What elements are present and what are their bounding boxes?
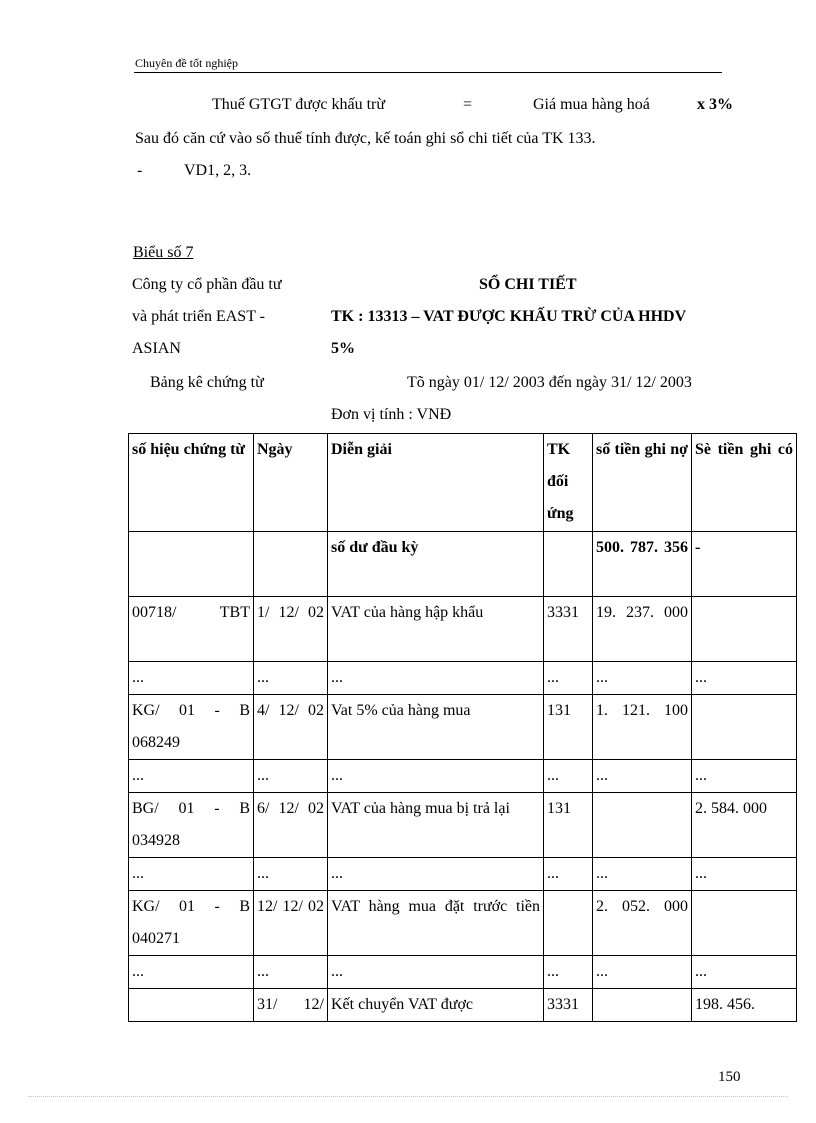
company-line-3: ASIAN xyxy=(132,340,181,357)
cell-date: 6/ 12/ 02 xyxy=(254,793,328,858)
table-row xyxy=(129,989,797,1022)
cell-date: ... xyxy=(254,760,328,793)
voucher-list-label: Bảng kê chứng từ xyxy=(150,374,264,391)
cell-date: ... xyxy=(254,956,328,989)
cell-date xyxy=(254,532,328,597)
cell-account xyxy=(544,891,593,956)
bullet-text: VD1, 2, 3. xyxy=(184,162,252,179)
cell-credit xyxy=(692,695,797,760)
cell-debit: ... xyxy=(593,956,692,989)
cell-description: ... xyxy=(328,760,544,793)
unit-label: Đơn vị tính : VNĐ xyxy=(331,406,452,423)
header-description: Diễn giải xyxy=(328,434,544,532)
cell-debit: 19. 237. 000 xyxy=(593,597,692,662)
cell-account: 131 xyxy=(544,793,593,858)
cell-credit: - xyxy=(692,532,797,597)
cell-debit xyxy=(593,989,692,1022)
cell-date: 12/ 12/ 02 xyxy=(254,891,328,956)
cell-description: VAT của hàng mua bị trả lại xyxy=(328,793,544,858)
formula-equals: = xyxy=(463,96,473,113)
cell-voucher: ... xyxy=(129,956,254,989)
cell-date: ... xyxy=(254,662,328,695)
company-line-1: Công ty cổ phần đầu tư xyxy=(132,276,282,293)
table-header-row xyxy=(129,434,797,532)
cell-debit: 1. 121. 100 xyxy=(593,695,692,760)
cell-description: ... xyxy=(328,858,544,891)
ledger-table xyxy=(128,433,797,1022)
cell-description: VAT của hàng hập khẩu xyxy=(328,597,544,662)
cell-debit: ... xyxy=(593,760,692,793)
cell-debit: ... xyxy=(593,662,692,695)
cell-account: ... xyxy=(544,956,593,989)
header-credit: Sè tiền ghi có xyxy=(692,434,797,532)
cell-voucher xyxy=(129,532,254,597)
ledger-title: SỔ CHI TIẾT xyxy=(479,276,577,293)
cell-description: Kết chuyển VAT được xyxy=(328,989,544,1022)
cell-date: 1/ 12/ 02 xyxy=(254,597,328,662)
footer-rule xyxy=(28,1096,788,1097)
company-line-2: và phát triển EAST - xyxy=(132,308,266,325)
cell-account xyxy=(544,532,593,597)
formula-rate: x 3% xyxy=(697,96,733,113)
cell-debit: ... xyxy=(593,858,692,891)
header-voucher: số hiệu chứng từ xyxy=(129,434,254,532)
cell-voucher: ... xyxy=(129,662,254,695)
table-row xyxy=(129,532,797,597)
running-header: Chuyên đề tốt nghiệp xyxy=(135,56,238,70)
cell-debit: 500. 787. 356 xyxy=(593,532,692,597)
cell-account: 3331 xyxy=(544,989,593,1022)
table-row xyxy=(129,695,797,760)
cell-account: ... xyxy=(544,858,593,891)
cell-date: 31/ 12/ xyxy=(254,989,328,1022)
header-debit: số tiền ghi nợ xyxy=(593,434,692,532)
cell-voucher: 00718/ TBT xyxy=(129,597,254,662)
account-title: TK : 13313 – VAT ĐƯỢC KHẤU TRỪ CỦA HHDV xyxy=(331,308,687,325)
cell-account: ... xyxy=(544,662,593,695)
cell-voucher: KG/ 01 - B 040271 xyxy=(129,891,254,956)
cell-credit: ... xyxy=(692,956,797,989)
period: Tõ ngày 01/ 12/ 2003 đến ngày 31/ 12/ 2003 xyxy=(407,374,692,391)
header-account: TK đối ứng xyxy=(544,434,593,532)
bullet-dash: - xyxy=(137,162,143,179)
cell-description: Vat 5% của hàng mua xyxy=(328,695,544,760)
cell-voucher: ... xyxy=(129,858,254,891)
account-title-cont: 5% xyxy=(331,340,355,357)
cell-description: số dư đầu kỳ xyxy=(328,532,544,597)
cell-date: 4/ 12/ 02 xyxy=(254,695,328,760)
table-row xyxy=(129,760,797,793)
table-row xyxy=(129,793,797,858)
header-rule xyxy=(134,72,722,73)
formula-right: Giá mua hàng hoá xyxy=(533,96,650,113)
cell-debit xyxy=(593,793,692,858)
header-date: Ngày xyxy=(254,434,328,532)
cell-debit: 2. 052. 000 xyxy=(593,891,692,956)
cell-voucher xyxy=(129,989,254,1022)
cell-date: ... xyxy=(254,858,328,891)
cell-description: ... xyxy=(328,662,544,695)
cell-account: 3331 xyxy=(544,597,593,662)
cell-credit xyxy=(692,597,797,662)
cell-account: 131 xyxy=(544,695,593,760)
cell-credit: 2. 584. 000 xyxy=(692,793,797,858)
table-row xyxy=(129,891,797,956)
cell-voucher: ... xyxy=(129,760,254,793)
cell-credit: 198. 456. xyxy=(692,989,797,1022)
table-row xyxy=(129,956,797,989)
cell-voucher: KG/ 01 - B 068249 xyxy=(129,695,254,760)
table-row xyxy=(129,597,797,662)
cell-credit xyxy=(692,891,797,956)
appendix-label: Biểu số 7 xyxy=(133,244,194,261)
cell-description: VAT hàng mua đặt trước tiền xyxy=(328,891,544,956)
cell-voucher: BG/ 01 - B 034928 xyxy=(129,793,254,858)
formula-left: Thuế GTGT được khấu trừ xyxy=(212,96,386,113)
cell-credit: ... xyxy=(692,858,797,891)
cell-credit: ... xyxy=(692,760,797,793)
cell-credit: ... xyxy=(692,662,797,695)
table-row xyxy=(129,662,797,695)
table-row xyxy=(129,858,797,891)
page-number: 150 xyxy=(718,1069,741,1085)
intro-line: Sau đó căn cứ vào số thuế tính được, kế toán ghi sổ chi tiết của TK 133. xyxy=(135,130,596,147)
cell-description: ... xyxy=(328,956,544,989)
cell-account: ... xyxy=(544,760,593,793)
